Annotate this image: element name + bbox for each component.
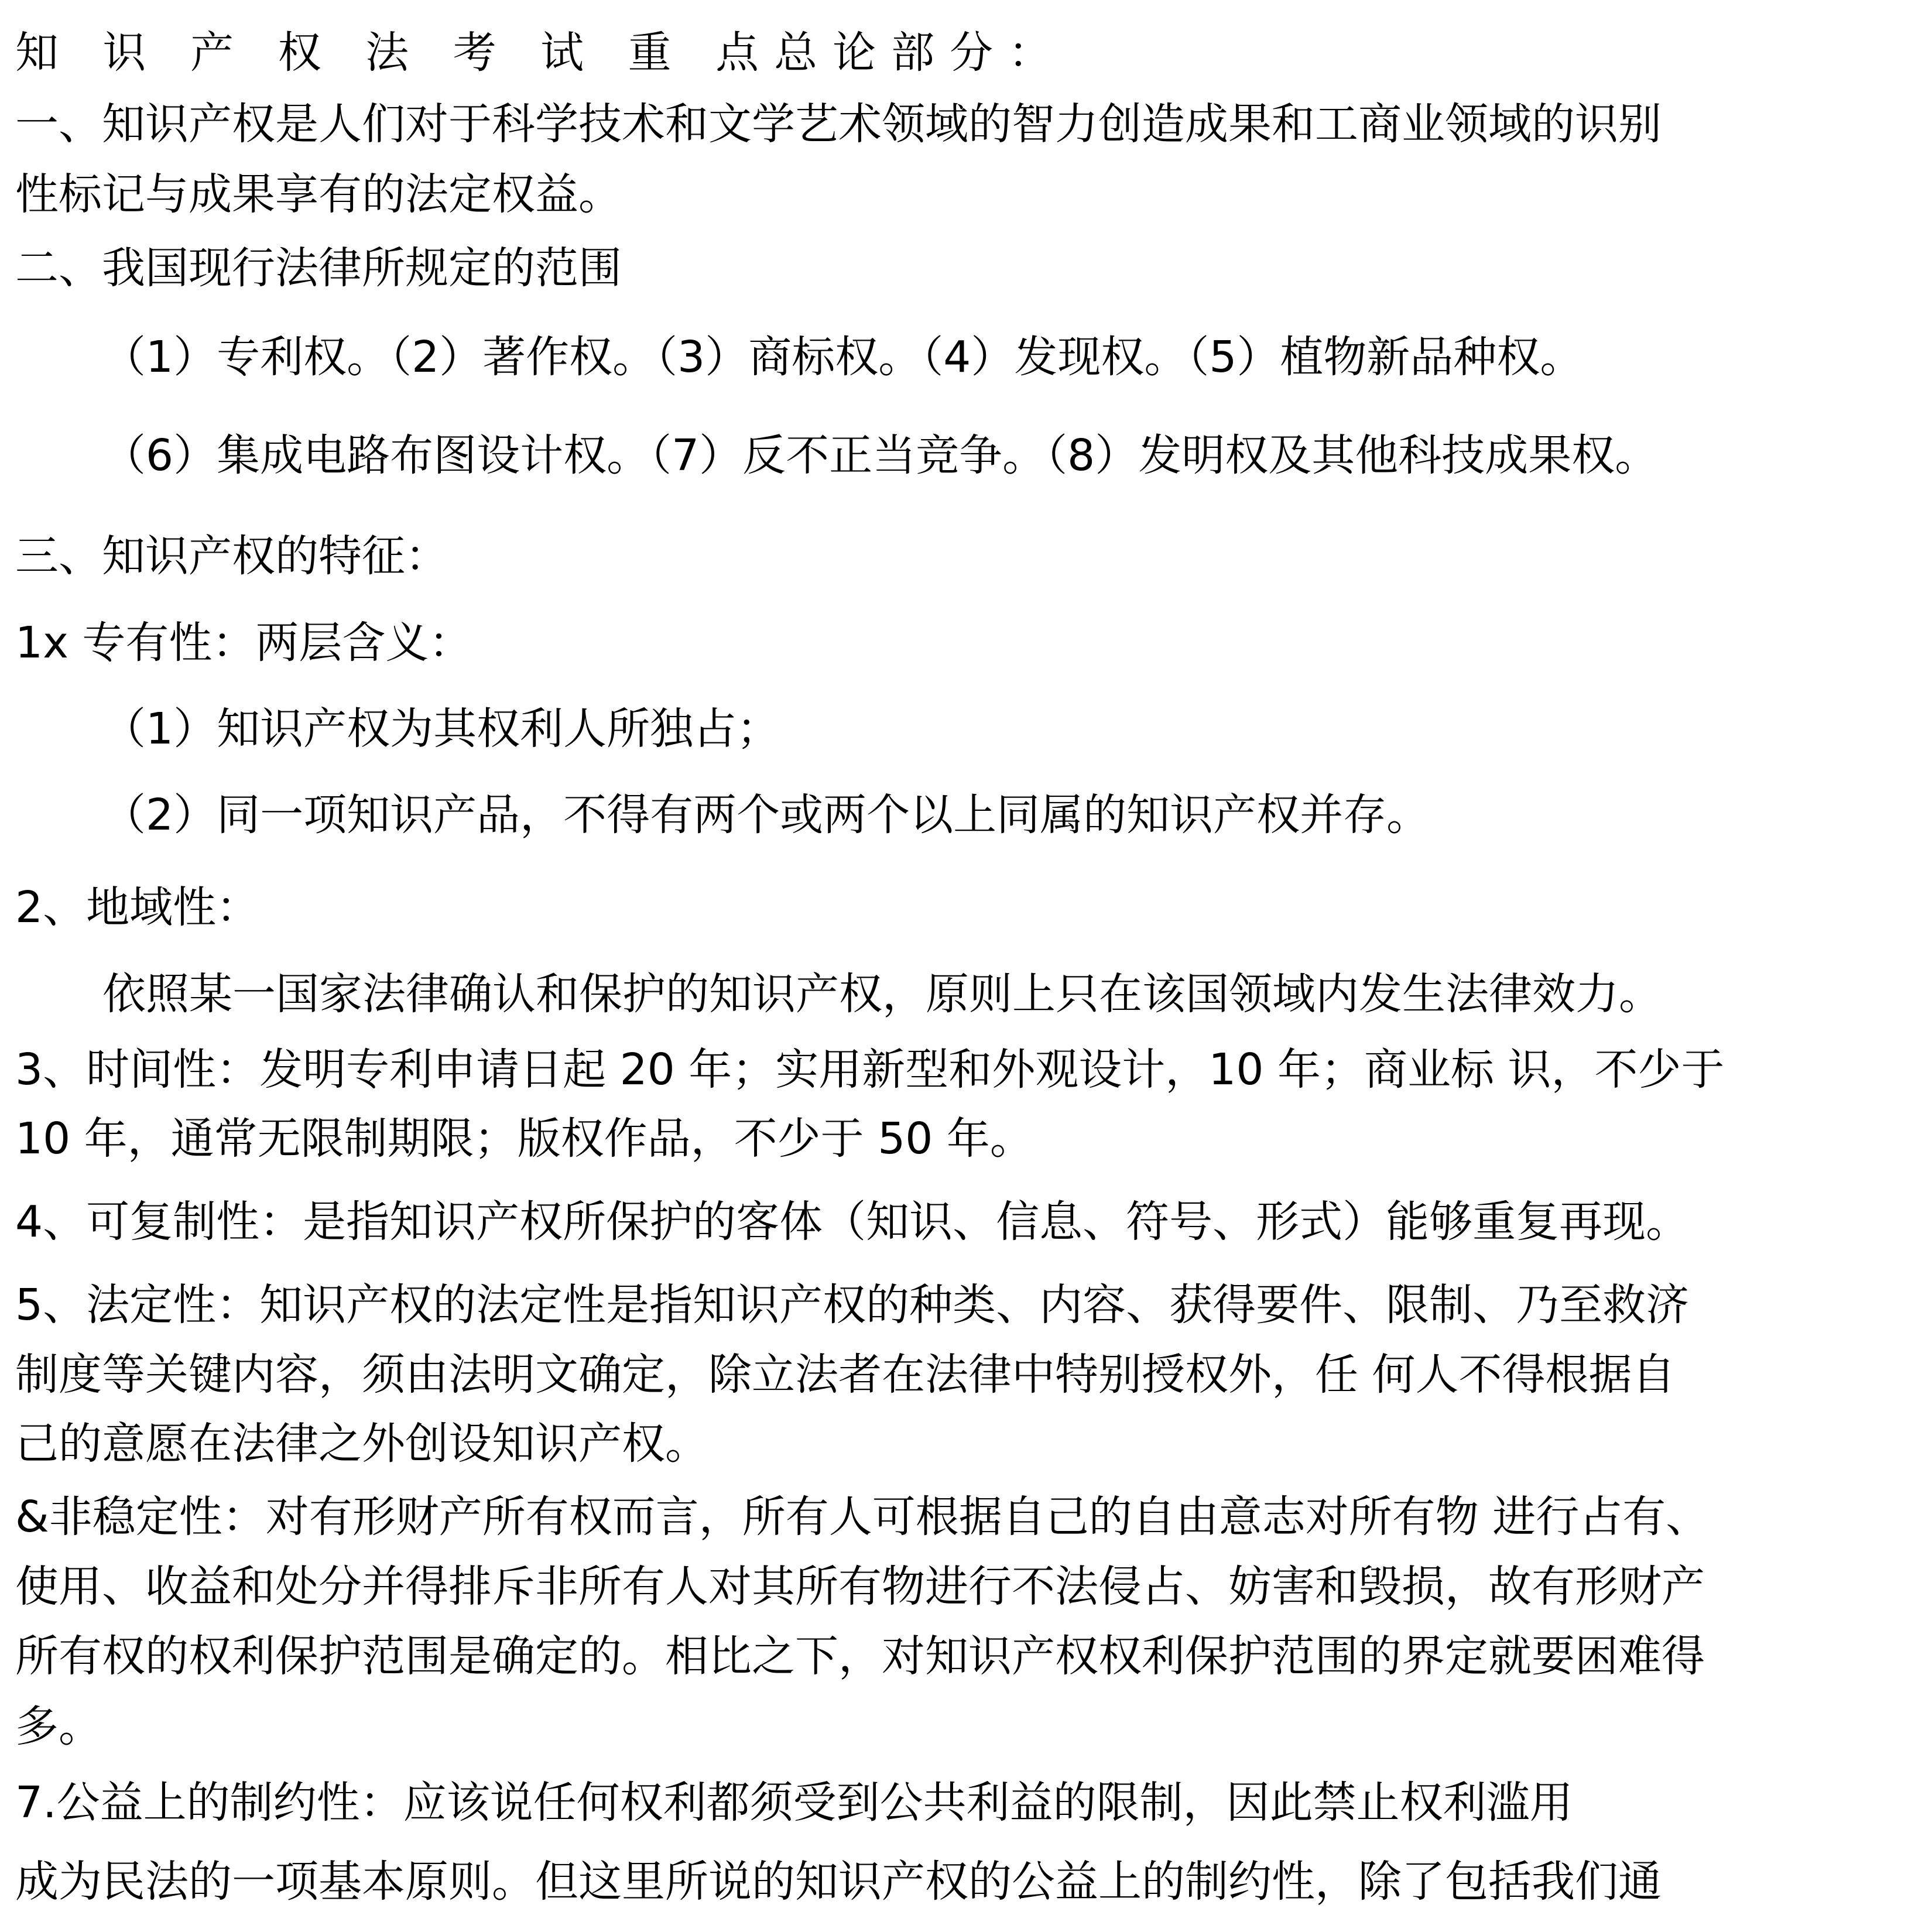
paragraph-line: 7.公益上的制约性：应该说任何权利都须受到公共利益的限制，因此禁止权利滥用 bbox=[15, 1777, 1573, 1828]
paragraph-line: 多。 bbox=[15, 1701, 102, 1752]
paragraph-line: 成为民法的一项基本原则。但这里所说的知识产权的公益上的制约性，除了包括我们通 bbox=[15, 1856, 1662, 1907]
paragraph-line: &非稳定性：对有形财产所有权而言，所有人可根据自己的自由意志对所有物 进行占有、 bbox=[15, 1492, 1710, 1542]
section-heading: 三、知识产权的特征： bbox=[15, 531, 448, 581]
paragraph-line: 5、法定性：知识产权的法定性是指知识产权的种类、内容、获得要件、限制、乃至救济 bbox=[15, 1280, 1690, 1330]
document-heading: 知 识 产 权 法 考 试 重 点总论部分： bbox=[15, 28, 1067, 78]
paragraph-line: 3、时间性：发明专利申请日起 20 年；实用新型和外观设计，10 年；商业标 识，不少于 bbox=[15, 1044, 1725, 1095]
paragraph-line: 所有权的权利保护范围是确定的。相比之下，对知识产权权利保护范围的界定就要困难得 bbox=[15, 1631, 1705, 1681]
paragraph-line: 依照某一国家法律确认和保护的知识产权，原则上只在该国领域内发生法律效力。 bbox=[102, 969, 1662, 1019]
paragraph-line: 性标记与成果享有的法定权益。 bbox=[15, 169, 622, 220]
list-item: （6）集成电路布图设计权。（7）反不正当竞争。（8）发明权及其他科技成果权。 bbox=[102, 430, 1659, 481]
list-item: （1）知识产权为其权利人所独占； bbox=[102, 704, 780, 754]
paragraph-line: 制度等关键内容，须由法明文确定，除立法者在法律中特别授权外，任 何人不得根据自 bbox=[15, 1349, 1676, 1400]
subsection-heading: 2、地域性： bbox=[15, 882, 260, 933]
list-item: （2）同一项知识产品，不得有两个或两个以上同属的知识产权并存。 bbox=[102, 790, 1430, 840]
paragraph-line: 己的意愿在法律之外创设知识产权。 bbox=[15, 1419, 708, 1469]
paragraph-line: 10 年，通常无限制期限；版权作品，不少于 50 年。 bbox=[15, 1114, 1033, 1164]
paragraph-line: 4、可复制性：是指知识产权所保护的客体（知识、信息、符号、形式）能够重复再现。 bbox=[15, 1197, 1690, 1247]
paragraph-line: 使用、收益和处分并得排斥非所有人对其所有物进行不法侵占、妨害和毁损，故有形财产 bbox=[15, 1561, 1705, 1612]
subsection-heading: 1x 专有性：两层含义： bbox=[15, 618, 472, 668]
list-item: （1）专利权。（2）著作权。（3）商标权。（4）发现权。（5）植物新品种权。 bbox=[102, 332, 1584, 382]
section-heading: 二、我国现行法律所规定的范围 bbox=[15, 243, 622, 293]
paragraph-line: 一、知识产权是人们对于科学技术和文学艺术领域的智力创造成果和工商业领域的识别 bbox=[15, 99, 1662, 149]
